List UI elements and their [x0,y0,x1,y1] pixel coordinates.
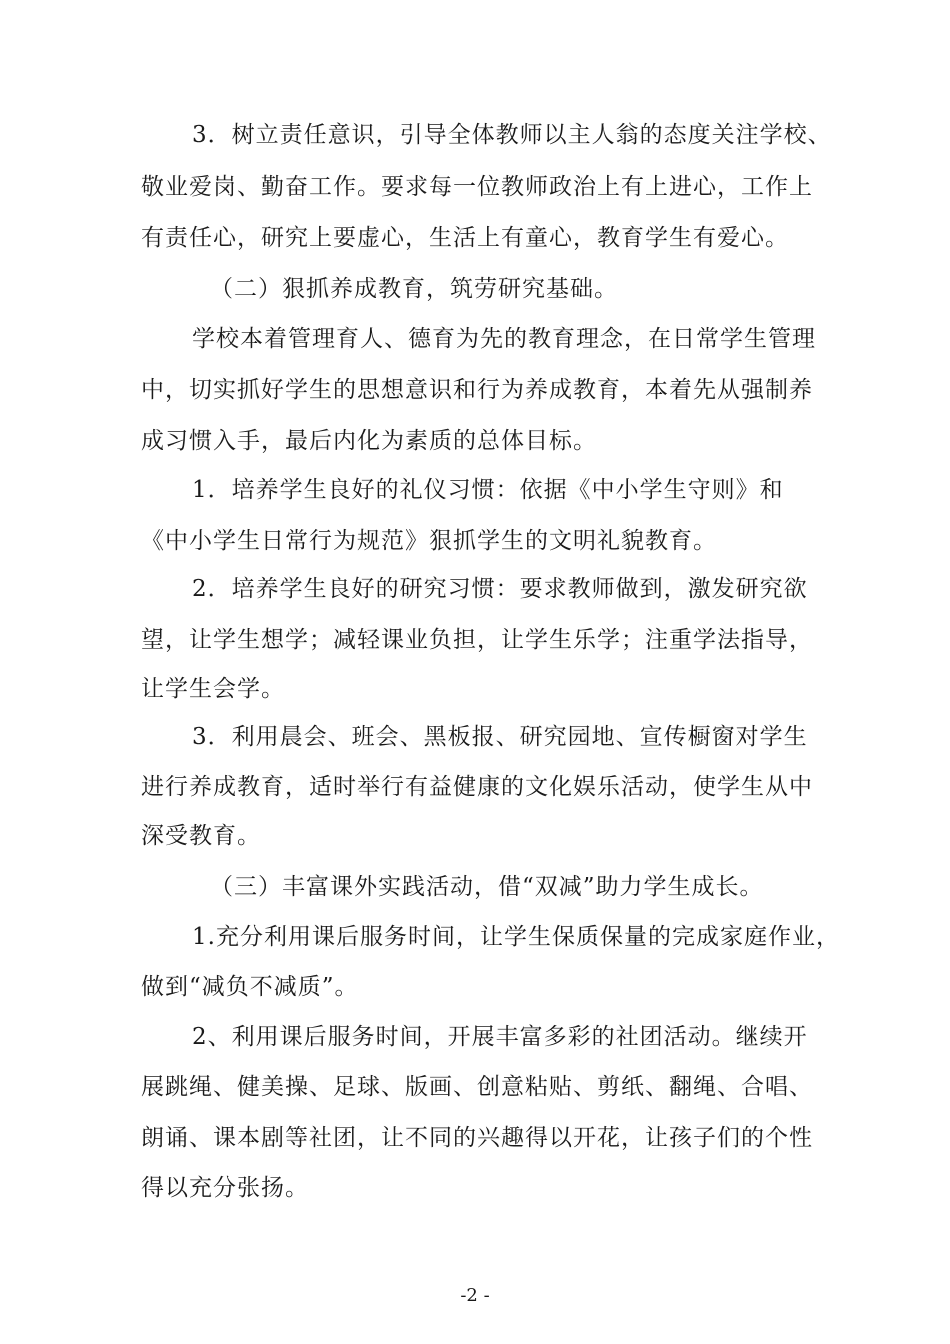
text-line-18: 做到“减负不减质”。 [141,974,359,1000]
text-line-7: 成习惯入手，最后内化为素质的总体目标。 [141,428,597,454]
section-heading-2: （二）狠抓养成教育，筑劳研究基础。 [210,276,618,302]
text-line-3: 有责任心，研究上要虚心，生活上有童心，教育学生有爱心。 [141,225,789,251]
text-line-11: 望，让学生想学；减轻课业负担，让学生乐学；注重学法指导， [141,627,813,653]
text-line-8: 1．培养学生良好的礼仪习惯：依据《中小学生守则》和 [192,477,784,503]
text-line-21: 朗诵、课本剧等社团，让不同的兴趣得以开花，让孩子们的个性 [141,1125,813,1151]
text-line-19: 2、利用课后服务时间，开展丰富多彩的社团活动。继续开 [192,1024,808,1050]
text-line-22: 得以充分张扬。 [141,1175,309,1201]
text-line-6: 中，切实抓好学生的思想意识和行为养成教育，本着先从强制养 [141,377,813,403]
text-line-20: 展跳绳、健美操、足球、版画、创意粘贴、剪纸、翻绳、合唱、 [141,1074,813,1100]
text-line-15: 深受教育。 [141,823,261,849]
text-line-1: 3．树立责任意识，引导全体教师以主人翁的态度关注学校、 [192,122,832,148]
text-line-2: 敬业爱岗、勤奋工作。要求每一位教师政治上有上进心，工作上 [141,174,813,200]
text-line-5: 学校本着管理育人、德育为先的教育理念，在日常学生管理 [192,326,816,352]
text-line-17: 1.充分利用课后服务时间，让学生保质保量的完成家庭作业， [192,924,840,950]
section-heading-3: （三）丰富课外实践活动，借“双减”助力学生成长。 [210,874,764,900]
text-line-9: 《中小学生日常行为规范》狠抓学生的文明礼貌教育。 [141,528,717,554]
page-number: -2 - [460,1285,490,1306]
text-line-10: 2．培养学生良好的研究习惯：要求教师做到，激发研究欲 [192,576,808,602]
text-line-14: 进行养成教育，适时举行有益健康的文化娱乐活动，使学生从中 [141,774,813,800]
text-line-13: 3．利用晨会、班会、黑板报、研究园地、宣传橱窗对学生 [192,724,808,750]
text-line-12: 让学生会学。 [141,676,285,702]
